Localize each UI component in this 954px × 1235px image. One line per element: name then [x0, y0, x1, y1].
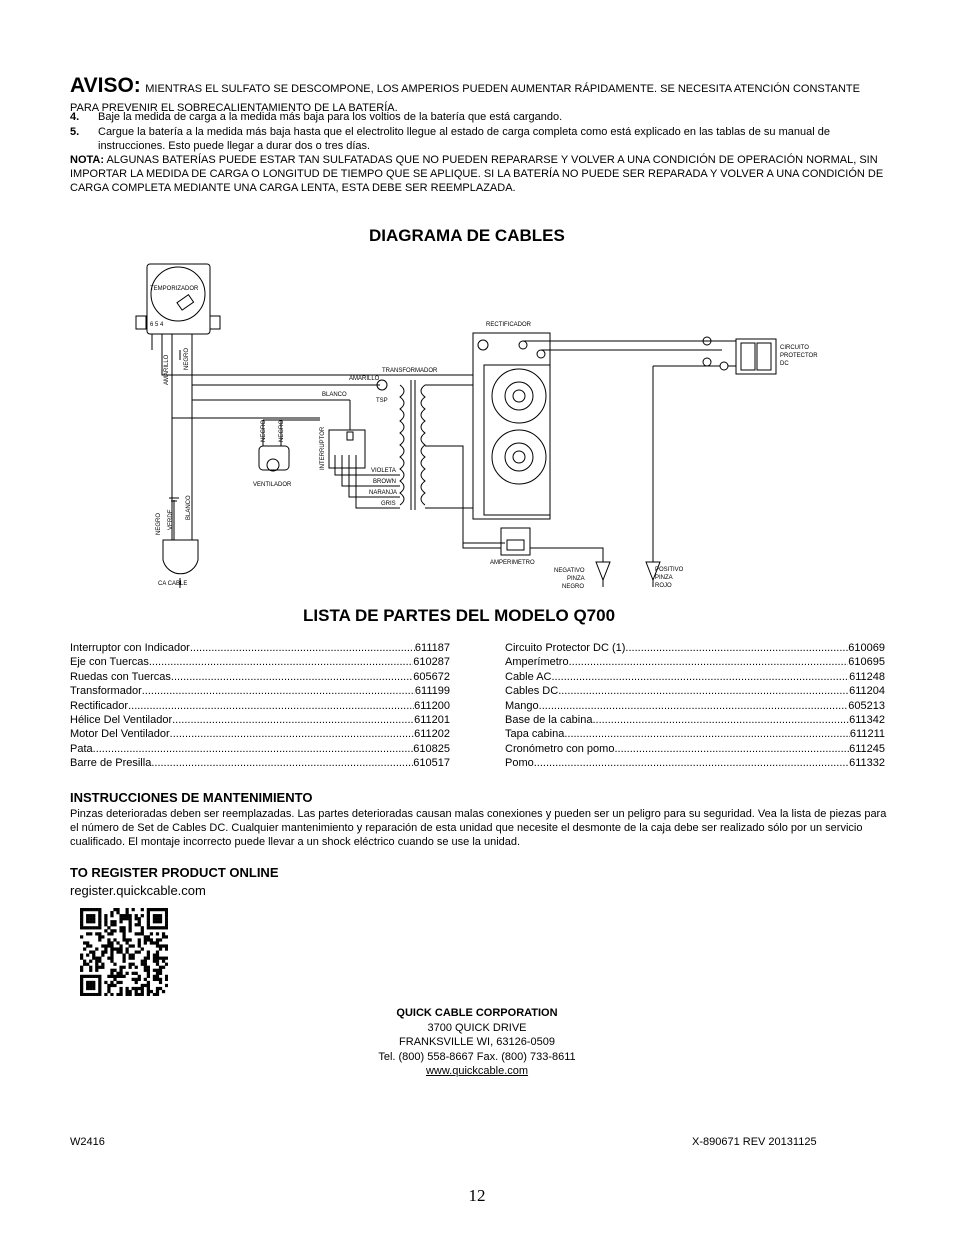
part-code: 610517: [413, 757, 450, 770]
qr-code-icon[interactable]: [80, 908, 168, 996]
parts-row: [70, 684, 450, 698]
part-name: Tapa cabina: [505, 728, 565, 741]
part-code: 611342: [849, 713, 885, 726]
leader-dots: [569, 655, 849, 669]
label-tsp: TSP: [376, 398, 388, 404]
label-negative-2: PINZA: [567, 576, 585, 582]
part-code: 611211: [849, 728, 885, 741]
parts-row: [505, 699, 885, 713]
label-yellow-vertical: AMARILLO: [164, 354, 170, 385]
part-name: Cable AC: [505, 670, 552, 683]
parts-title: LISTA DE PARTES DEL MODELO Q700: [303, 606, 616, 625]
maintenance-title: INSTRUCCIONES DE MANTENIMIENTO: [70, 790, 313, 805]
label-circuit-3: DC: [780, 361, 789, 367]
warning-text: MIENTRAS EL SULFATO SE DESCOMPONE, LOS AMPERIOS PUEDEN AUMENTAR RÁPIDAMENTE. SE NECESITA ATENCIÓN CONSTANTE PARA PREVENIR EL SOBRECALIENTAMIENTO DE LA BATERÍA.: [70, 83, 860, 114]
part-name: Amperímetro: [505, 656, 569, 669]
label-positive-1: POSITIVO: [655, 567, 684, 573]
leader-dots: [534, 756, 849, 770]
label-white: BLANCO: [322, 392, 347, 398]
part-code: 611332: [849, 757, 885, 770]
label-rectifier: RECTIFICADOR: [486, 322, 531, 328]
parts-row: [505, 742, 885, 756]
part-code: 611200: [414, 699, 450, 712]
part-code: 611245: [849, 742, 885, 755]
parts-row: [70, 670, 450, 684]
label-orange: NARANJA: [369, 490, 398, 496]
parts-row: [505, 756, 885, 770]
leader-dots: [151, 756, 413, 770]
leader-dots: [172, 713, 414, 727]
parts-row: [505, 713, 885, 727]
step-number: 4.: [70, 111, 80, 123]
part-name: Circuito Protector DC (1): [505, 642, 626, 654]
leader-dots: [128, 699, 414, 713]
timer-icon: [136, 264, 220, 350]
label-timer: TEMPORIZADOR: [150, 286, 199, 292]
label-grey: GRIS: [381, 501, 396, 507]
label-plug-white: BLANCO: [186, 495, 192, 520]
company-name: QUICK CABLE CORPORATION: [396, 1007, 558, 1019]
maintenance-text: Pinzas deterioradas deben ser reemplazadas. Las partes deterioradas causan malas conexiones y pueden ser un peligro para su seguridad. Vea la lista de piezas para el número de Set de Cables DC. Cualquier mantenimiento y reparación de esta unidad que necesite el desmonte de la caja debe ser realizado sólo por un servicio cualificado. El montaje incorrecto puede llevar a un shock eléctrico cuando se use la unidad.: [70, 808, 887, 848]
label-brown: BROWN: [373, 479, 396, 485]
label-switch: INTERRUPTOR: [320, 426, 326, 470]
leader-dots: [149, 655, 413, 669]
label-violet: VIOLETA: [371, 468, 396, 474]
part-name: Eje con Tuercas: [70, 656, 149, 669]
ammeter-icon: [501, 528, 530, 555]
part-name: Interruptor con Indicador: [70, 642, 190, 654]
parts-row: [505, 684, 885, 698]
parts-list-left: [70, 641, 450, 771]
part-code: 605213: [848, 699, 885, 712]
label-ac-cable: CA CABLE: [158, 581, 188, 587]
leader-dots: [171, 670, 413, 684]
parts-row: [70, 641, 450, 655]
company-website[interactable]: www.quickcable.com: [425, 1065, 529, 1077]
part-name: Barre de Presilla: [70, 757, 152, 770]
parts-row: [505, 727, 885, 741]
part-code: 611201: [414, 713, 450, 726]
step-number: 5.: [70, 126, 80, 138]
label-transformer: TRANSFORMADOR: [382, 368, 438, 374]
leader-dots: [551, 670, 849, 684]
parts-row: [70, 727, 450, 741]
part-name: Rectificador: [70, 699, 129, 712]
leader-dots: [190, 641, 415, 655]
part-name: Motor Del Ventilador: [70, 728, 170, 741]
part-code: 611204: [849, 685, 885, 698]
parts-row: [505, 641, 885, 655]
company-info: [0, 1006, 954, 1079]
parts-row: [70, 699, 450, 713]
parts-row: [505, 655, 885, 669]
leader-dots: [539, 699, 849, 713]
leader-dots: [625, 641, 848, 655]
diagram-title: DIAGRAMA DE CABLES: [369, 226, 565, 245]
wiring-diagram: [0, 0, 954, 605]
leader-dots: [93, 742, 414, 756]
leader-dots: [558, 684, 849, 698]
step-text: Cargue la batería a la medida más baja hasta que el electrolito llegue al estado de carga completa como está explicado en las tablas de su manual de instrucciones. Esto puede llegar a durar dos o tres días.: [98, 126, 830, 152]
part-name: Base de la cabina: [505, 713, 593, 726]
switch-icon: [329, 430, 365, 468]
company-city: FRANKSVILLE WI, 63126-0509: [399, 1036, 555, 1048]
negative-clamp-icon: [596, 562, 610, 587]
label-positive-3: ROJO: [655, 583, 672, 589]
doc-code: W2416: [70, 1136, 105, 1148]
warning-label: AVISO:: [70, 74, 141, 97]
label-negative-1: NEGATIVO: [554, 568, 585, 574]
label-pins: 6 5 4: [150, 322, 164, 328]
label-ammeter: AMPERIMETRO: [490, 560, 535, 566]
note-label: NOTA:: [70, 154, 105, 166]
parts-row: [70, 655, 450, 669]
parts-row: [505, 670, 885, 684]
label-circuit-1: CIRCUITO: [780, 345, 809, 351]
part-name: Ruedas con Tuercas: [70, 670, 171, 683]
part-code: 611202: [414, 728, 450, 741]
register-title: TO REGISTER PRODUCT ONLINE: [70, 865, 279, 880]
label-green: VERDE: [168, 509, 174, 530]
part-name: Cronómetro con pomo: [505, 742, 615, 755]
parts-row: [70, 742, 450, 756]
part-code: 610695: [848, 656, 885, 669]
part-code: 611199: [414, 685, 450, 698]
leader-dots: [592, 713, 849, 727]
part-name: Pata: [70, 742, 93, 755]
doc-revision: X-890671 REV 20131125: [692, 1136, 817, 1148]
part-name: Transformador: [70, 685, 142, 698]
part-code: 605672: [413, 670, 450, 683]
part-name: Cables DC: [505, 685, 559, 698]
label-black-vertical: NEGRO: [184, 347, 190, 370]
circuit-breaker-icon: [703, 337, 776, 374]
part-code: 610825: [413, 742, 450, 755]
transformer-icon: [400, 380, 425, 510]
note-text: ALGUNAS BATERÍAS PUEDE ESTAR TAN SULFATADAS QUE NO PUEDEN REPARARSE Y VOLVER A UNA CONDICIÓN DE OPERACIÓN NORMAL, SIN IMPORTAR LA MEDIDA DE CARGA O LONGITUD DE TIEMPO QUE SE APLIQUE. SI LA BATERÍA NO PUEDE SER REPARADA Y VOLVER A UNA CONDICIÓN DE CARGA COMPLETA MEDIANTE UNA CARGA LENTA, ESTA DEBE SER REEMPLAZADA.: [70, 154, 884, 194]
register-url[interactable]: register.quickcable.com: [70, 883, 206, 898]
part-name: Pomo: [505, 757, 534, 770]
company-phone: Tel. (800) 558-8667 Fax. (800) 733-8611: [378, 1050, 576, 1063]
label-fan-black-1: NEGRO: [261, 419, 267, 442]
page-number: 12: [468, 1186, 486, 1205]
leader-dots: [142, 684, 415, 698]
part-code: 611187: [414, 642, 450, 654]
part-code: 610069: [848, 642, 885, 654]
label-circuit-2: PROTECTOR: [780, 353, 818, 359]
label-positive-2: PINZA: [655, 575, 673, 581]
label-fan: VENTILADOR: [253, 482, 292, 488]
parts-row: [70, 756, 450, 770]
part-name: Hélice Del Ventilador: [70, 713, 173, 726]
label-yellow: AMARILLO: [349, 376, 380, 382]
rectifier-icon: [473, 333, 550, 519]
label-plug-black: NEGRO: [156, 512, 162, 535]
part-code: 611248: [849, 670, 885, 683]
leader-dots: [170, 727, 414, 741]
label-negative-3: NEGRO: [562, 584, 585, 590]
leader-dots: [564, 727, 850, 741]
parts-list-right: [505, 641, 885, 771]
part-name: Mango: [505, 699, 539, 712]
step-text: Baje la medida de carga a la medida más baja para los voltios de la batería que está cargando.: [98, 111, 563, 123]
company-address: 3700 QUICK DRIVE: [427, 1021, 527, 1034]
parts-row: [70, 713, 450, 727]
leader-dots: [614, 742, 849, 756]
part-code: 610287: [413, 656, 450, 669]
label-fan-black-2: NEGRO: [279, 419, 285, 442]
